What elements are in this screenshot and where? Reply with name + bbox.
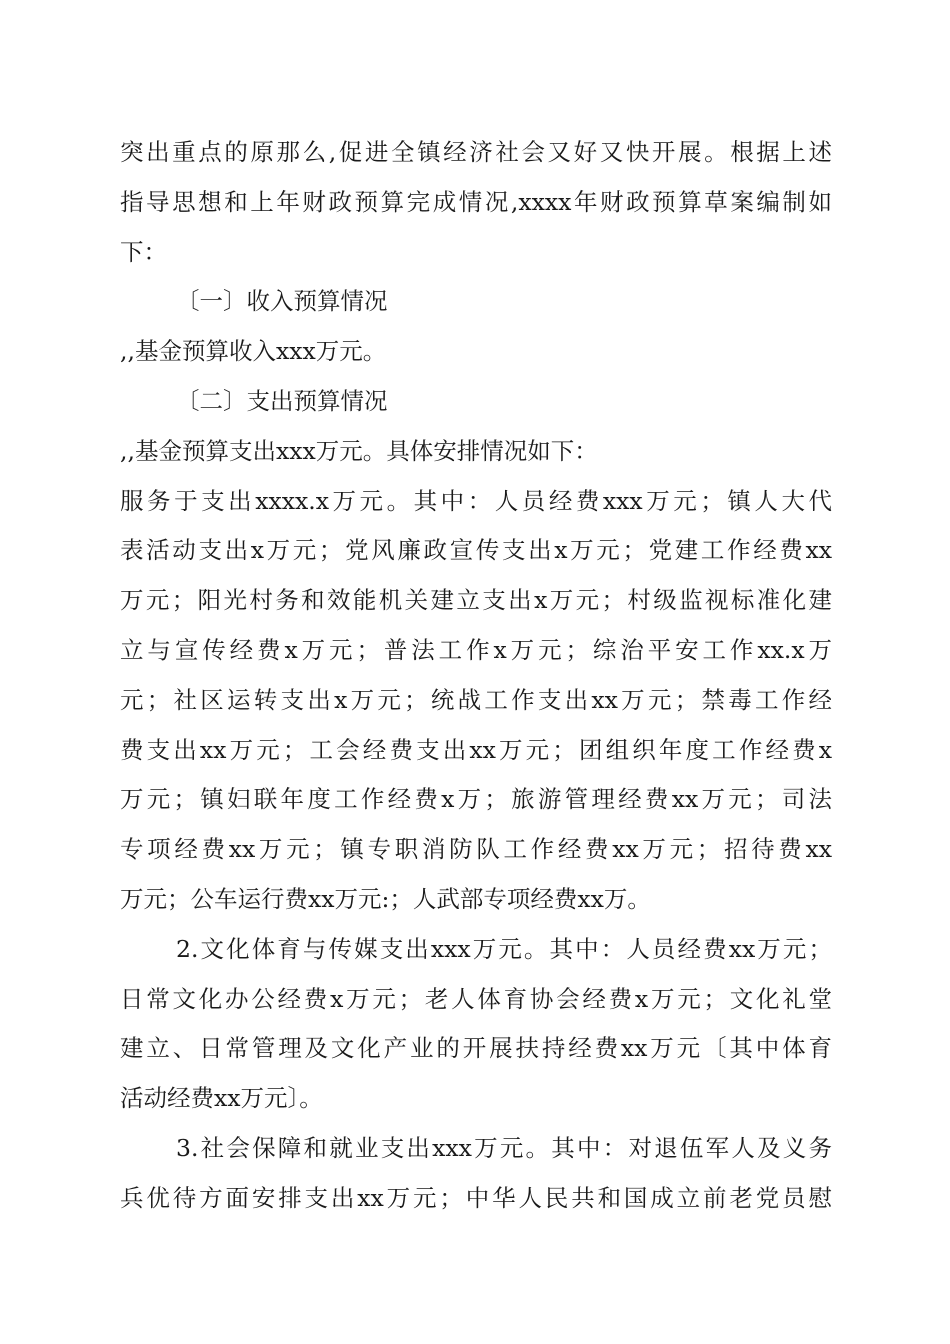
text-line: 万元；镇妇联年度工作经费x万；旅游管理经费xx万元；司法 <box>120 785 832 814</box>
text-line: ,,基金预算收入xxx万元。 <box>120 337 387 366</box>
text-line: 活动经费xx万元〕。 <box>120 1084 323 1113</box>
text-line: 下： <box>120 237 167 266</box>
text-line: 日常文化办公经费x万元；老人体育协会经费x万元；文化礼堂 <box>120 984 832 1013</box>
text-line: 〔二〕支出预算情况 <box>176 386 388 415</box>
text-line: 费支出xx万元；工会经费支出xx万元；团组织年度工作经费x <box>120 735 832 764</box>
text-line: ,,基金预算支出xxx万元。具体安排情况如下： <box>120 436 598 465</box>
text-line: 兵优待方面安排支出xx万元；中华人民共和国成立前老党员慰 <box>120 1183 832 1212</box>
text-line: 立与宣传经费x万元；普法工作x万元；综治平安工作xx.x万 <box>120 635 832 664</box>
text-line: 〔一〕收入预算情况 <box>176 287 388 316</box>
text-line: 万元；阳光村务和效能机关建立支出x万元；村级监视标准化建 <box>120 586 832 615</box>
text-line: 2.文化体育与传媒支出xxx万元。其中：人员经费xx万元； <box>176 934 832 963</box>
text-line: 3.社会保障和就业支出xxx万元。其中：对退伍军人及义务 <box>176 1133 832 1162</box>
text-line: 建立、日常管理及文化产业的开展扶持经费xx万元〔其中体育 <box>120 1034 832 1063</box>
text-line: 元；社区运转支出x万元；统战工作支出xx万元；禁毒工作经 <box>120 685 832 714</box>
text-line: 服务于支出xxxx.x万元。其中：人员经费xxx万元；镇人大代 <box>120 486 832 515</box>
text-line: 突出重点的原那么,促进全镇经济社会又好又快开展。根据上述 <box>120 138 832 166</box>
text-line: 专项经费xx万元；镇专职消防队工作经费xx万元；招待费xx <box>120 835 832 864</box>
document-body <box>120 128 832 1224</box>
text-line: 万元；公车运行费xx万元:；人武部专项经费xx万。 <box>120 884 651 913</box>
text-line: 指导思想和上年财政预算完成情况,xxxx年财政预算草案编制如 <box>120 187 832 216</box>
text-line: 表活动支出x万元；党风廉政宣传支出x万元；党建工作经费xx <box>120 536 832 565</box>
